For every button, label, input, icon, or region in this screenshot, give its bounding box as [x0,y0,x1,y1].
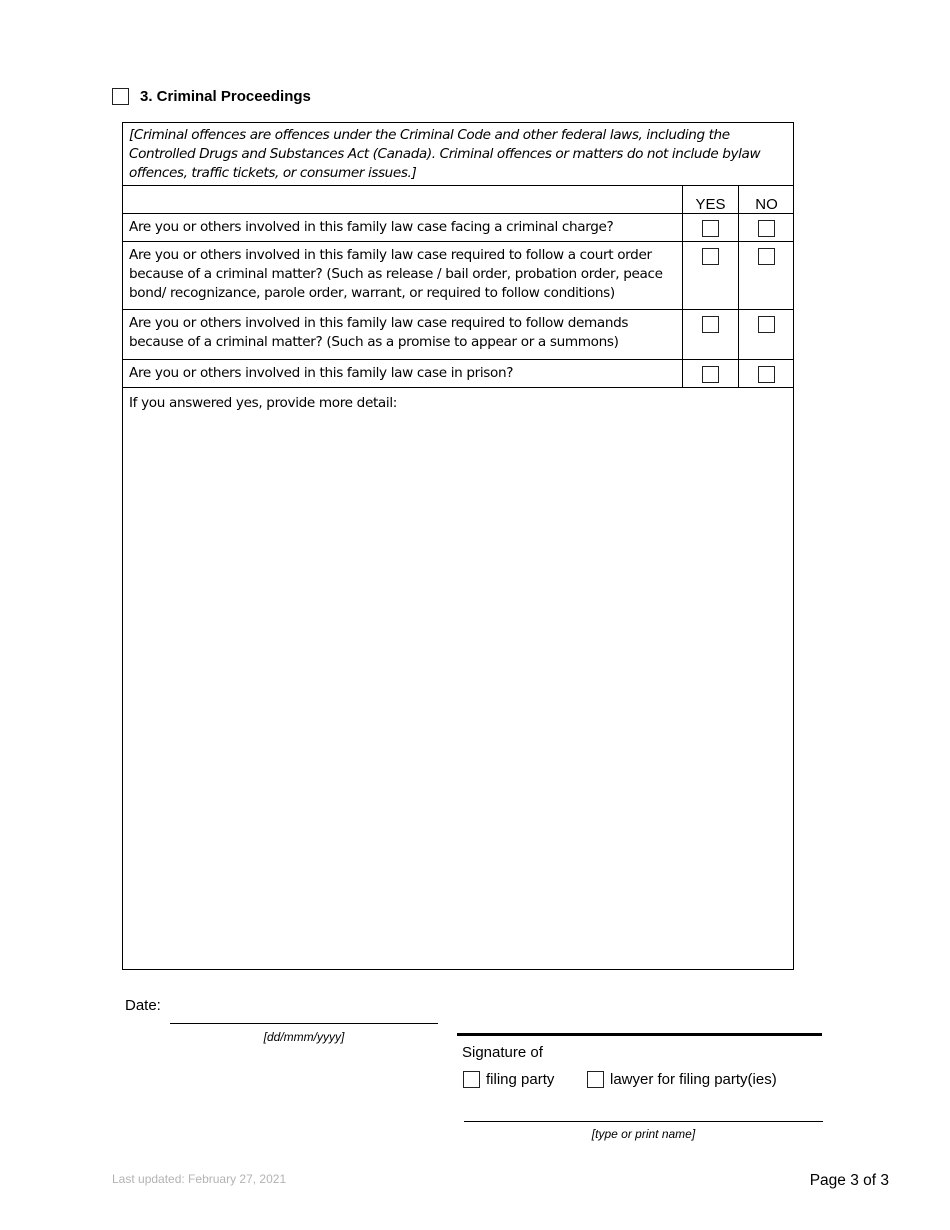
table-row [123,242,793,310]
section-intro-text: [Criminal offences are offences under the Criminal Code and other federal laws, including the Controlled Drugs and Substances Act (Canada). Criminal offences or matters do not include bylaw offences, traffic tickets, or consumer issues.] [123,123,793,186]
criminal-proceedings-table [122,122,794,970]
date-format-hint: [dd/mmm/yyyy] [263,1030,345,1044]
question-text: Are you or others involved in this family law case facing a criminal charge? [129,219,614,235]
yes-cell [682,360,738,387]
yes-checkbox[interactable] [702,366,719,383]
no-checkbox[interactable] [758,316,775,333]
question-text: Are you or others involved in this family law case required to follow demands because of a criminal matter? (Such as a promise to appear or a summons) [129,315,629,350]
yes-cell [682,214,738,241]
page-number: Page 3 of 3 [809,1172,889,1189]
section-title: 3. Criminal Proceedings [140,88,311,105]
filing-party-label: filing party [486,1071,555,1088]
no-checkbox[interactable] [758,248,775,265]
column-header-yes: YES [682,186,738,213]
section-checkbox[interactable] [112,88,129,105]
date-label: Date: [125,997,161,1014]
yes-cell [682,310,738,359]
yes-cell [682,242,738,309]
no-cell [738,242,794,309]
section-header [112,88,311,105]
lawyer-checkbox[interactable] [587,1071,604,1088]
no-checkbox[interactable] [758,366,775,383]
detail-prompt: If you answered yes, provide more detail: [129,395,397,411]
no-checkbox[interactable] [758,220,775,237]
signature-line[interactable] [457,1033,822,1036]
yes-checkbox[interactable] [702,220,719,237]
table-header-row [123,186,793,214]
question-text: Are you or others involved in this family law case in prison? [129,365,514,381]
column-header-no: NO [738,186,794,213]
no-cell [738,310,794,359]
question-text: Are you or others involved in this family law case required to follow a court order because of a criminal matter? (Such as release / bail order, probation order, peace bond/ recognizance, parole order, warrant, or required to follow conditions) [129,247,663,301]
last-updated-text: Last updated: February 27, 2021 [112,1172,287,1186]
signature-label: Signature of [462,1044,543,1061]
filing-party-option [463,1071,554,1088]
date-input-line[interactable] [170,1023,438,1024]
no-cell [738,360,794,387]
header-blank-cell [123,186,682,213]
lawyer-option [587,1071,777,1088]
table-row [123,360,793,388]
filing-party-checkbox[interactable] [463,1071,480,1088]
yes-checkbox[interactable] [702,316,719,333]
table-row [123,214,793,242]
lawyer-label: lawyer for filing party(ies) [610,1071,777,1088]
name-input-line[interactable] [464,1121,823,1122]
no-cell [738,214,794,241]
table-row [123,310,793,360]
yes-checkbox[interactable] [702,248,719,265]
name-hint: [type or print name] [591,1127,696,1141]
